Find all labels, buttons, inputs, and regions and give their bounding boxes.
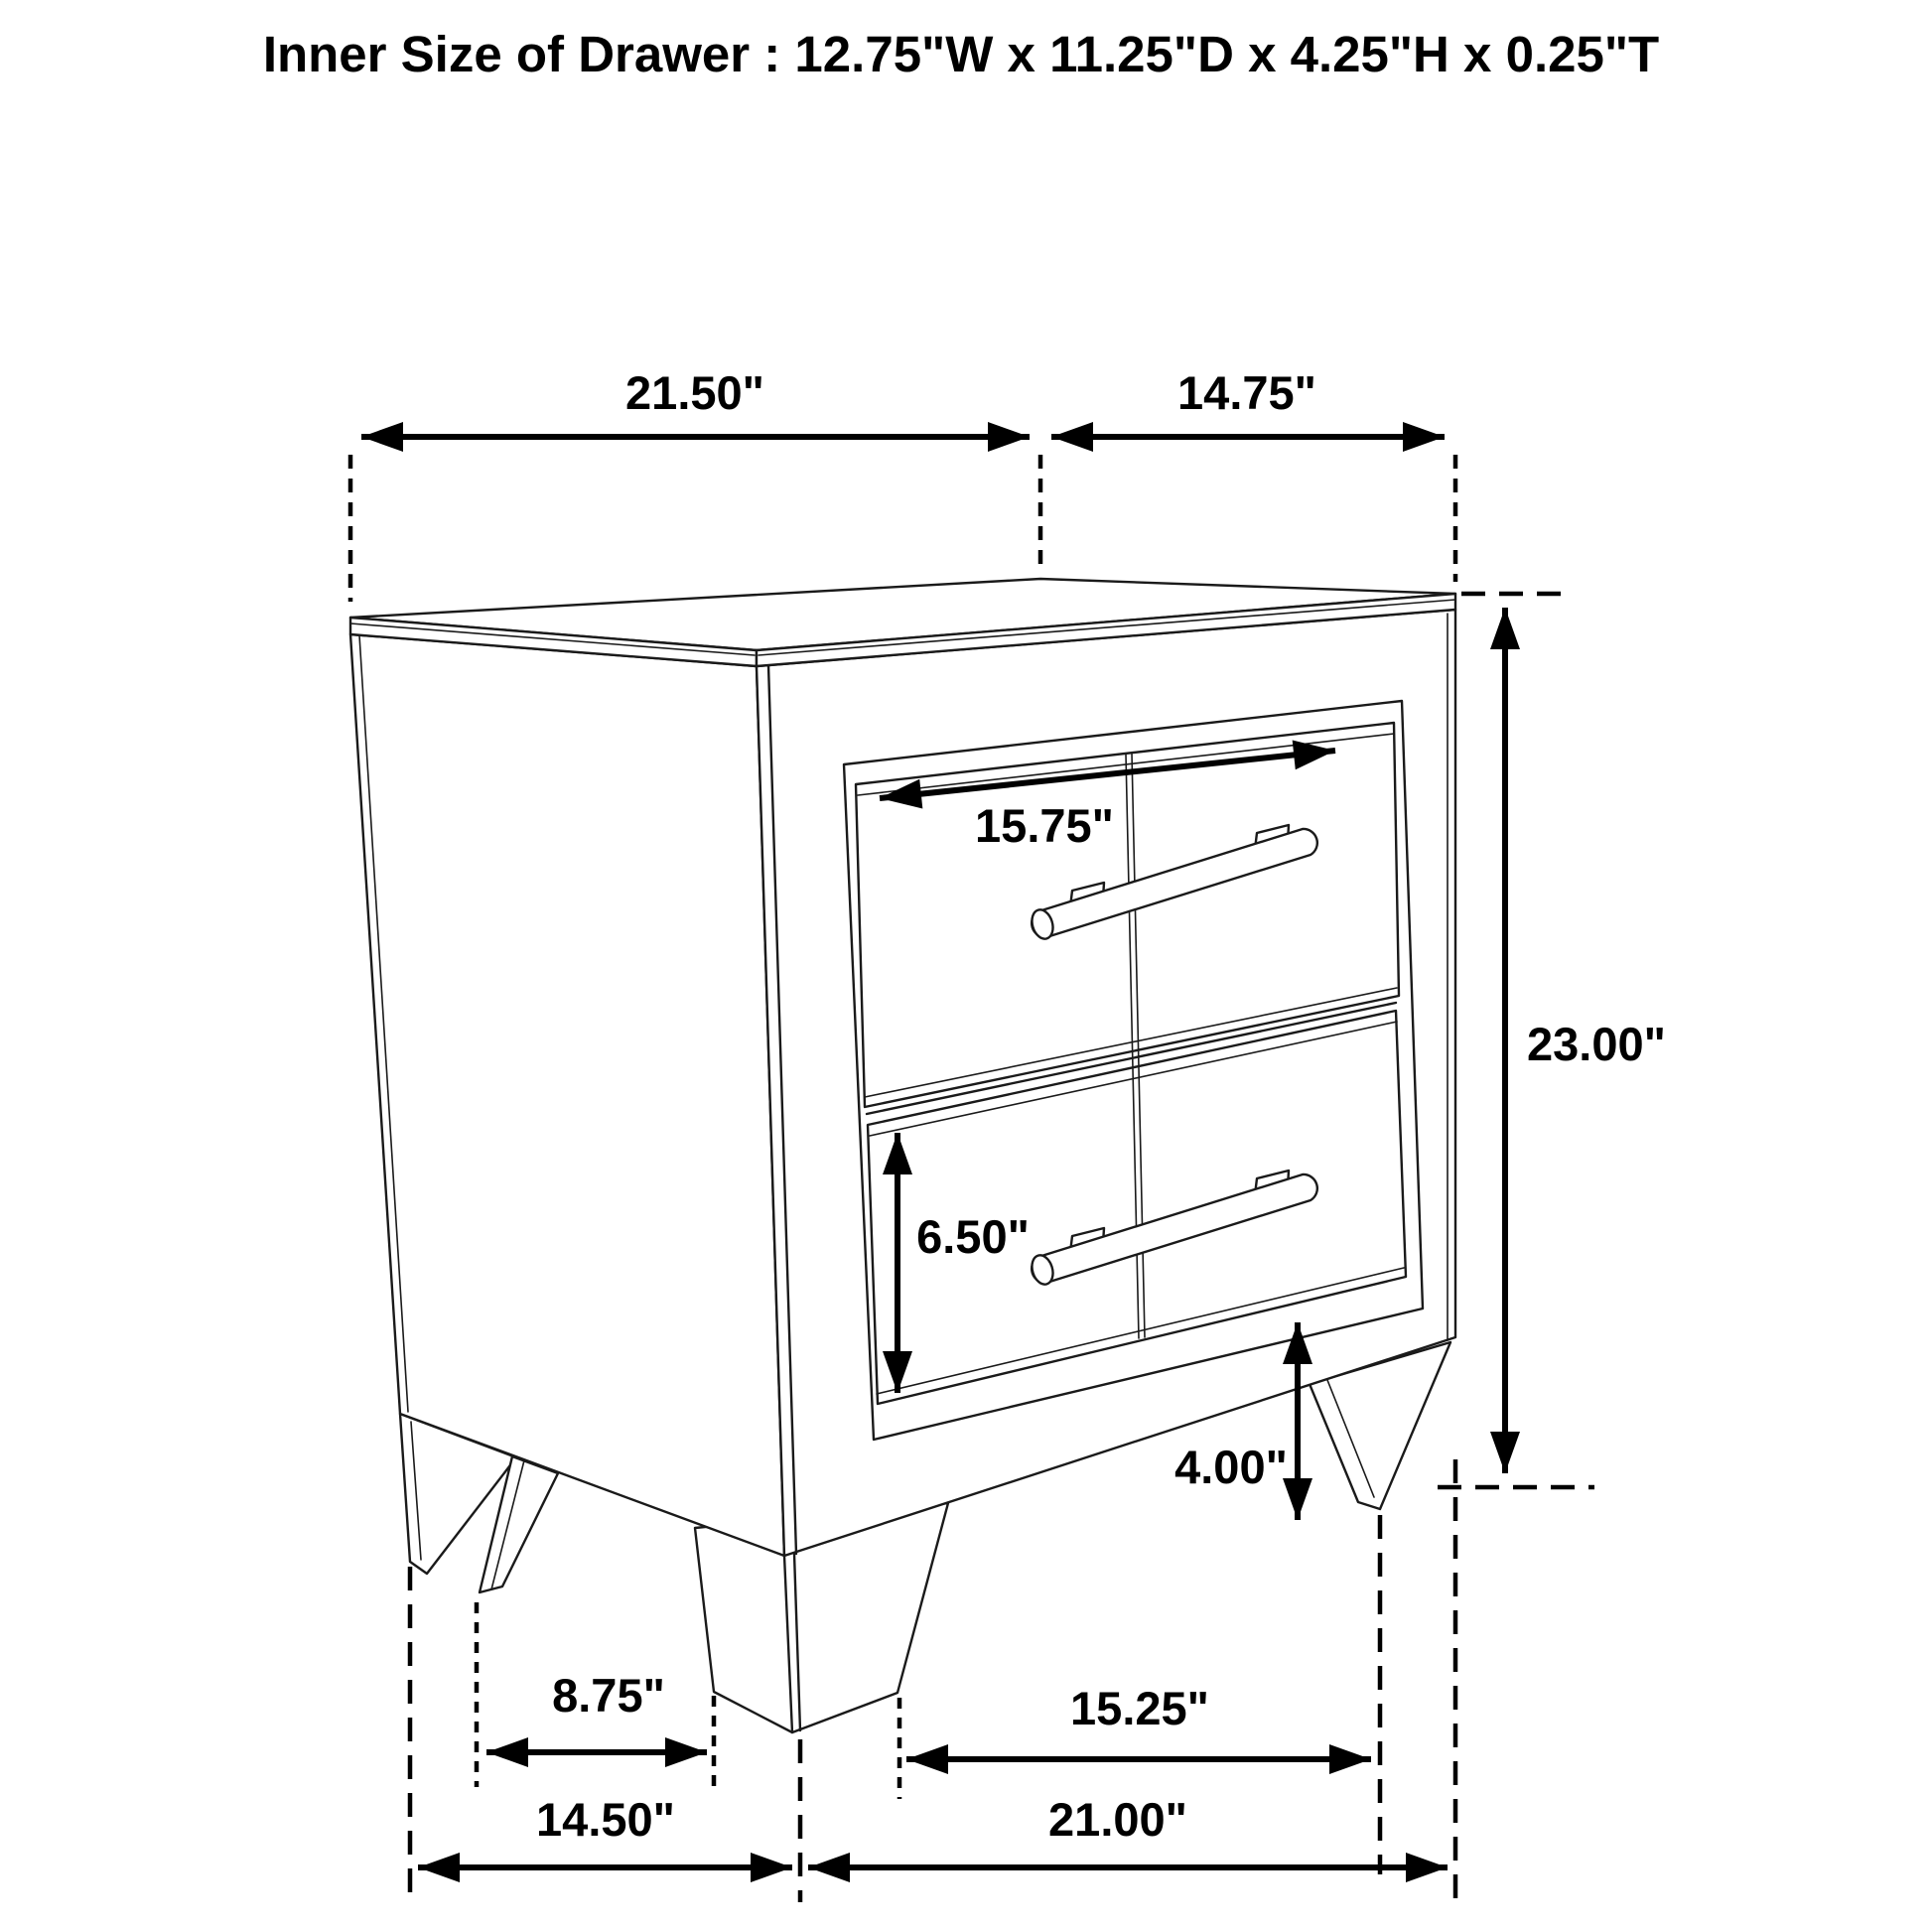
nightstand-body bbox=[350, 610, 1455, 1556]
label-side-leg-gap: 8.75" bbox=[552, 1669, 665, 1722]
label-leg-height: 4.00" bbox=[1174, 1441, 1288, 1493]
label-drawer-width: 15.75" bbox=[975, 799, 1114, 852]
label-front-leg-gap: 15.25" bbox=[1070, 1682, 1209, 1734]
diagram-title: Inner Size of Drawer : 12.75"W x 11.25"D x 4.25"H x 0.25"T bbox=[262, 26, 1660, 82]
label-side-leg-span: 14.50" bbox=[536, 1793, 675, 1846]
label-front-leg-span: 21.00" bbox=[1048, 1793, 1187, 1846]
label-drawer-height: 6.50" bbox=[916, 1210, 1030, 1263]
label-top-width: 21.50" bbox=[625, 366, 764, 419]
label-overall-height: 23.00" bbox=[1527, 1018, 1666, 1070]
label-top-depth: 14.75" bbox=[1177, 366, 1316, 419]
left-side-panel bbox=[350, 634, 784, 1556]
